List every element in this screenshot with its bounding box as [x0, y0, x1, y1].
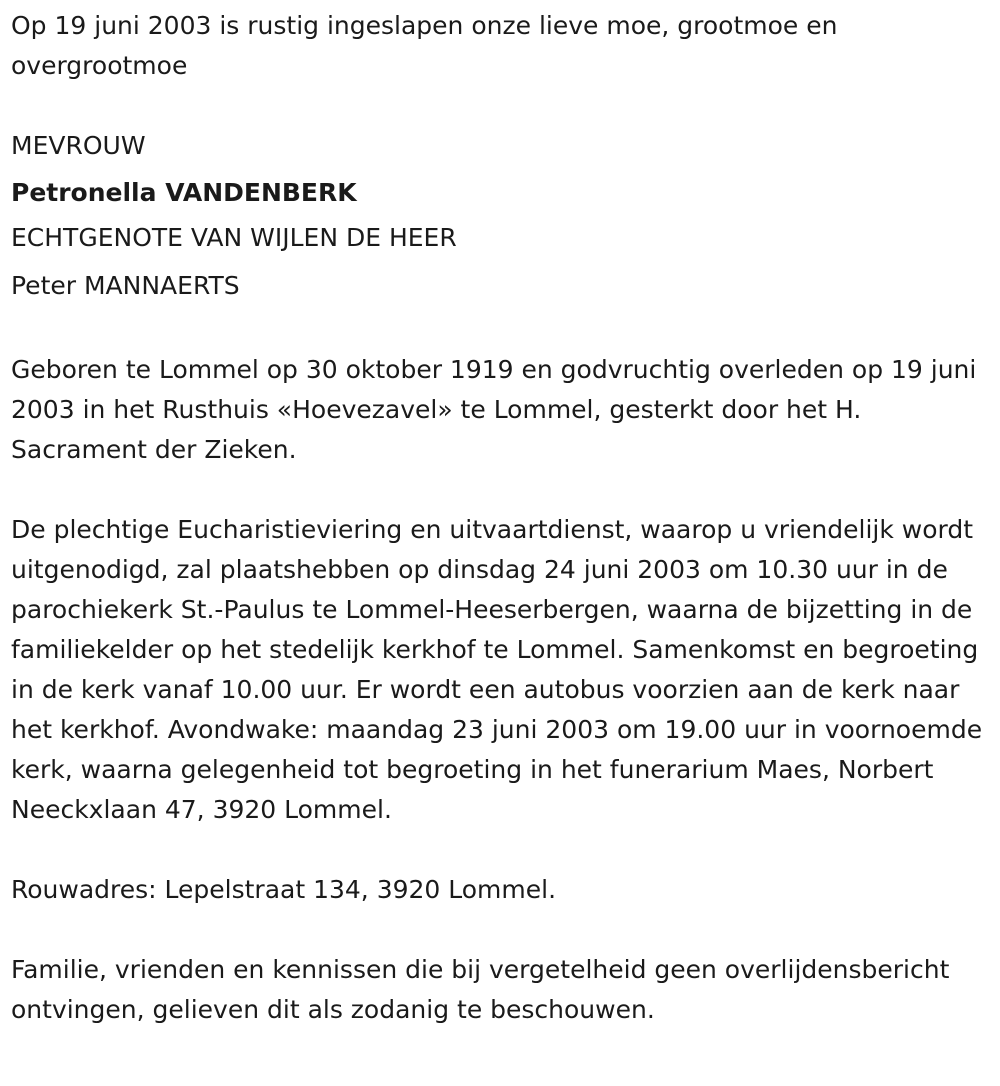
spacer [11, 310, 986, 350]
spacer [11, 86, 986, 126]
funeral-text: De plechtige Eucharistieviering en uitvaartdienst, waarop u vriendelijk wordt uitgenodigd, zal plaatshebben op dinsdag 24 juni 2003 om 10.30 uur in de parochiekerk St.-Paulus te Lommel-Heeserbergen, waarna de bijzetting in de familiekelder op het stedelijk kerkhof te Lommel. Samenkomst en begroeting in de kerk vanaf 10.00 uur. Er wordt een autobus voorzien aan de kerk naar het kerkhof. Avondwake: maandag 23 juni 2003 om 19.00 uur in voornoemde kerk, waarna gelegenheid tot begroeting in het funerarium Maes, Norbert Neeckxlaan 47, 3920 Lommel. [11, 515, 983, 824]
spacer [11, 910, 986, 950]
closing-text: Familie, vrienden en kennissen die bij vergetelheid geen overlijdensbericht ontvingen, gelieven dit als zodanig te beschouwen. [11, 955, 950, 1024]
title-mevrouw: MEVROUW [11, 131, 146, 160]
deceased-name: Petronella VANDENBERK [11, 178, 357, 207]
spacer [11, 830, 986, 870]
spouse-label: ECHTGENOTE VAN WIJLEN DE HEER [11, 223, 457, 252]
mourning-address: Rouwadres: Lepelstraat 134, 3920 Lommel. [11, 875, 557, 904]
spouse-name: Peter MANNAERTS [11, 271, 240, 300]
birth-death-text: Geboren te Lommel op 30 oktober 1919 en godvruchtig overleden op 19 juni 2003 in het Rusthuis «Hoevezavel» te Lommel, gesterkt door het H. Sacrament der Zieken. [11, 355, 977, 464]
death-notice [11, 6, 986, 1030]
intro-text: Op 19 juni 2003 is rustig ingeslapen onze lieve moe, grootmoe en overgrootmoe [11, 11, 838, 80]
spacer [11, 470, 986, 510]
